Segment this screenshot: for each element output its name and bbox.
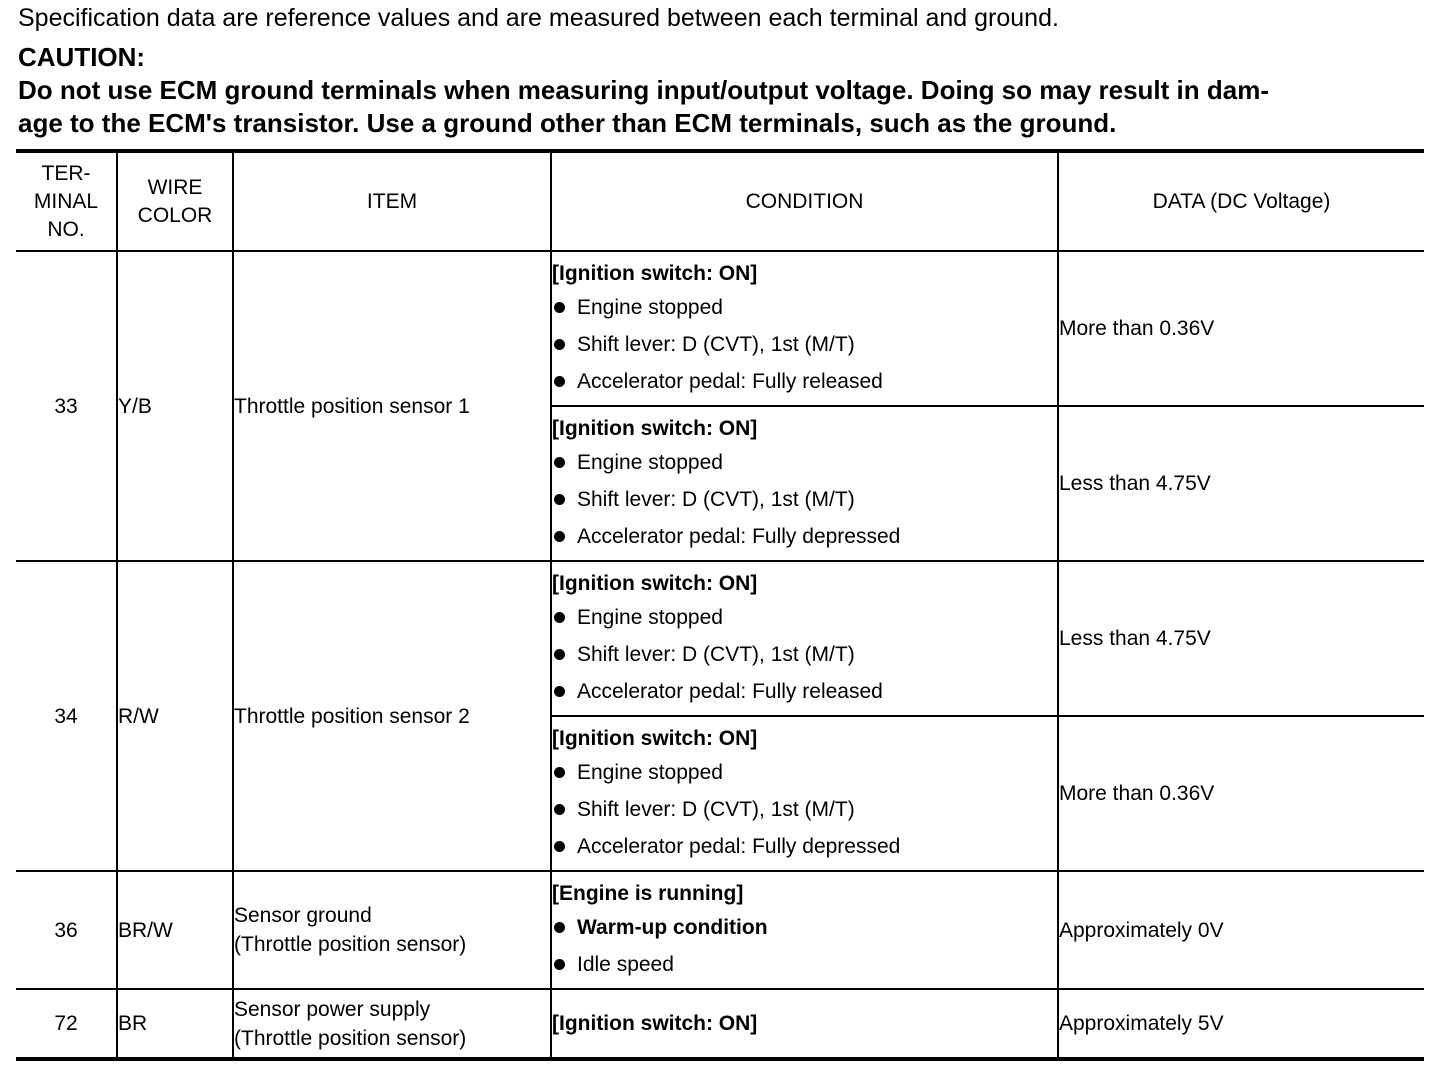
table-header-row: [16, 151, 1424, 251]
condition-cell: [551, 251, 1058, 406]
dc-voltage-value: Approximately 0V: [1058, 871, 1424, 989]
dc-voltage-value: Approximately 5V: [1058, 989, 1424, 1059]
bullet-icon: [554, 649, 565, 660]
caution-title: CAUTION:: [18, 42, 146, 72]
bullet-icon: [554, 686, 565, 697]
condition-bullet-text: Engine stopped: [577, 295, 723, 319]
condition-bullet: [552, 791, 1057, 828]
condition-cell: [551, 716, 1058, 871]
intro-text: Specification data are reference values and are measured between each terminal and ground.: [18, 4, 1059, 32]
condition-bullet: [552, 828, 1057, 865]
wire-color: BR/W: [117, 871, 233, 989]
terminal-spec-table: [16, 149, 1424, 1061]
condition-bullet: [552, 599, 1057, 636]
condition-cell: [551, 871, 1058, 989]
condition-heading: [Ignition switch: ON]: [552, 1012, 758, 1035]
terminal-number: 34: [16, 561, 117, 871]
terminal-number: 33: [16, 251, 117, 561]
wire-color: BR: [117, 989, 233, 1059]
bullet-icon: [554, 612, 565, 623]
item-name: Throttle position sensor 2: [233, 561, 551, 871]
condition-bullet: [552, 518, 1057, 555]
condition-bullet-text: Warm-up condition: [577, 915, 768, 939]
condition-bullet-text: Accelerator pedal: Fully released: [577, 369, 883, 393]
bullet-icon: [554, 376, 565, 387]
condition-heading: [Ignition switch: ON]: [552, 416, 758, 440]
condition-bullet-text: Shift lever: D (CVT), 1st (M/T): [577, 487, 855, 511]
bullet-icon: [554, 302, 565, 313]
condition-cell: [551, 561, 1058, 716]
condition-bullet-text: Engine stopped: [577, 450, 723, 474]
bullet-icon: [554, 494, 565, 505]
bullet-icon: [554, 767, 565, 778]
wire-color: Y/B: [117, 251, 233, 561]
bullet-icon: [554, 531, 565, 542]
condition-cell: [551, 989, 1058, 1059]
condition-heading: [Ignition switch: ON]: [552, 726, 758, 750]
terminal-number: 72: [16, 989, 117, 1059]
table-row: [16, 251, 1424, 406]
condition-bullet: [552, 909, 1057, 946]
terminal-number: 36: [16, 871, 117, 989]
condition-cell: [551, 406, 1058, 561]
condition-bullet: [552, 946, 1057, 983]
condition-bullet: [552, 363, 1057, 400]
dc-voltage-value: More than 0.36V: [1058, 716, 1424, 871]
condition-heading: [Ignition switch: ON]: [552, 571, 758, 595]
header-condition: CONDITION: [551, 151, 1058, 251]
bullet-icon: [554, 339, 565, 350]
bullet-icon: [554, 841, 565, 852]
condition-bullet: [552, 754, 1057, 791]
header-terminal-no: TER- MINAL NO.: [16, 151, 117, 251]
condition-bullet-text: Shift lever: D (CVT), 1st (M/T): [577, 797, 855, 821]
condition-bullet: [552, 326, 1057, 363]
header-wire-color: WIRE COLOR: [117, 151, 233, 251]
item-name: Sensor ground (Throttle position sensor): [233, 871, 551, 989]
caution-body: Do not use ECM ground terminals when measuring input/output voltage. Doing so may result in dam- age to the ECM's transistor. Use a ground other than ECM terminals, such as the ground.: [18, 75, 1269, 138]
condition-bullet-text: Accelerator pedal: Fully released: [577, 679, 883, 703]
table-row: [16, 989, 1424, 1059]
condition-bullet-text: Accelerator pedal: Fully depressed: [577, 524, 901, 548]
condition-bullet: [552, 481, 1057, 518]
condition-bullet: [552, 636, 1057, 673]
bullet-icon: [554, 922, 565, 933]
condition-bullet-text: Accelerator pedal: Fully depressed: [577, 834, 901, 858]
condition-bullet-text: Idle speed: [577, 952, 674, 976]
table-row: [16, 871, 1424, 989]
condition-bullet-text: Engine stopped: [577, 760, 723, 784]
condition-bullet: [552, 289, 1057, 326]
dc-voltage-value: Less than 4.75V: [1058, 406, 1424, 561]
bullet-icon: [554, 959, 565, 970]
header-item: ITEM: [233, 151, 551, 251]
item-name: Throttle position sensor 1: [233, 251, 551, 561]
table-row: [16, 561, 1424, 716]
item-name: Sensor power supply (Throttle position sensor): [233, 989, 551, 1059]
condition-bullet-text: Shift lever: D (CVT), 1st (M/T): [577, 332, 855, 356]
condition-bullet: [552, 673, 1057, 710]
condition-heading: [Engine is running]: [552, 881, 744, 905]
header-data: DATA (DC Voltage): [1058, 151, 1424, 251]
dc-voltage-value: Less than 4.75V: [1058, 561, 1424, 716]
condition-bullet: [552, 444, 1057, 481]
wire-color: R/W: [117, 561, 233, 871]
condition-bullet-text: Shift lever: D (CVT), 1st (M/T): [577, 642, 855, 666]
bullet-icon: [554, 804, 565, 815]
condition-heading: [Ignition switch: ON]: [552, 261, 758, 285]
condition-bullet-text: Engine stopped: [577, 605, 723, 629]
bullet-icon: [554, 457, 565, 468]
dc-voltage-value: More than 0.36V: [1058, 251, 1424, 406]
